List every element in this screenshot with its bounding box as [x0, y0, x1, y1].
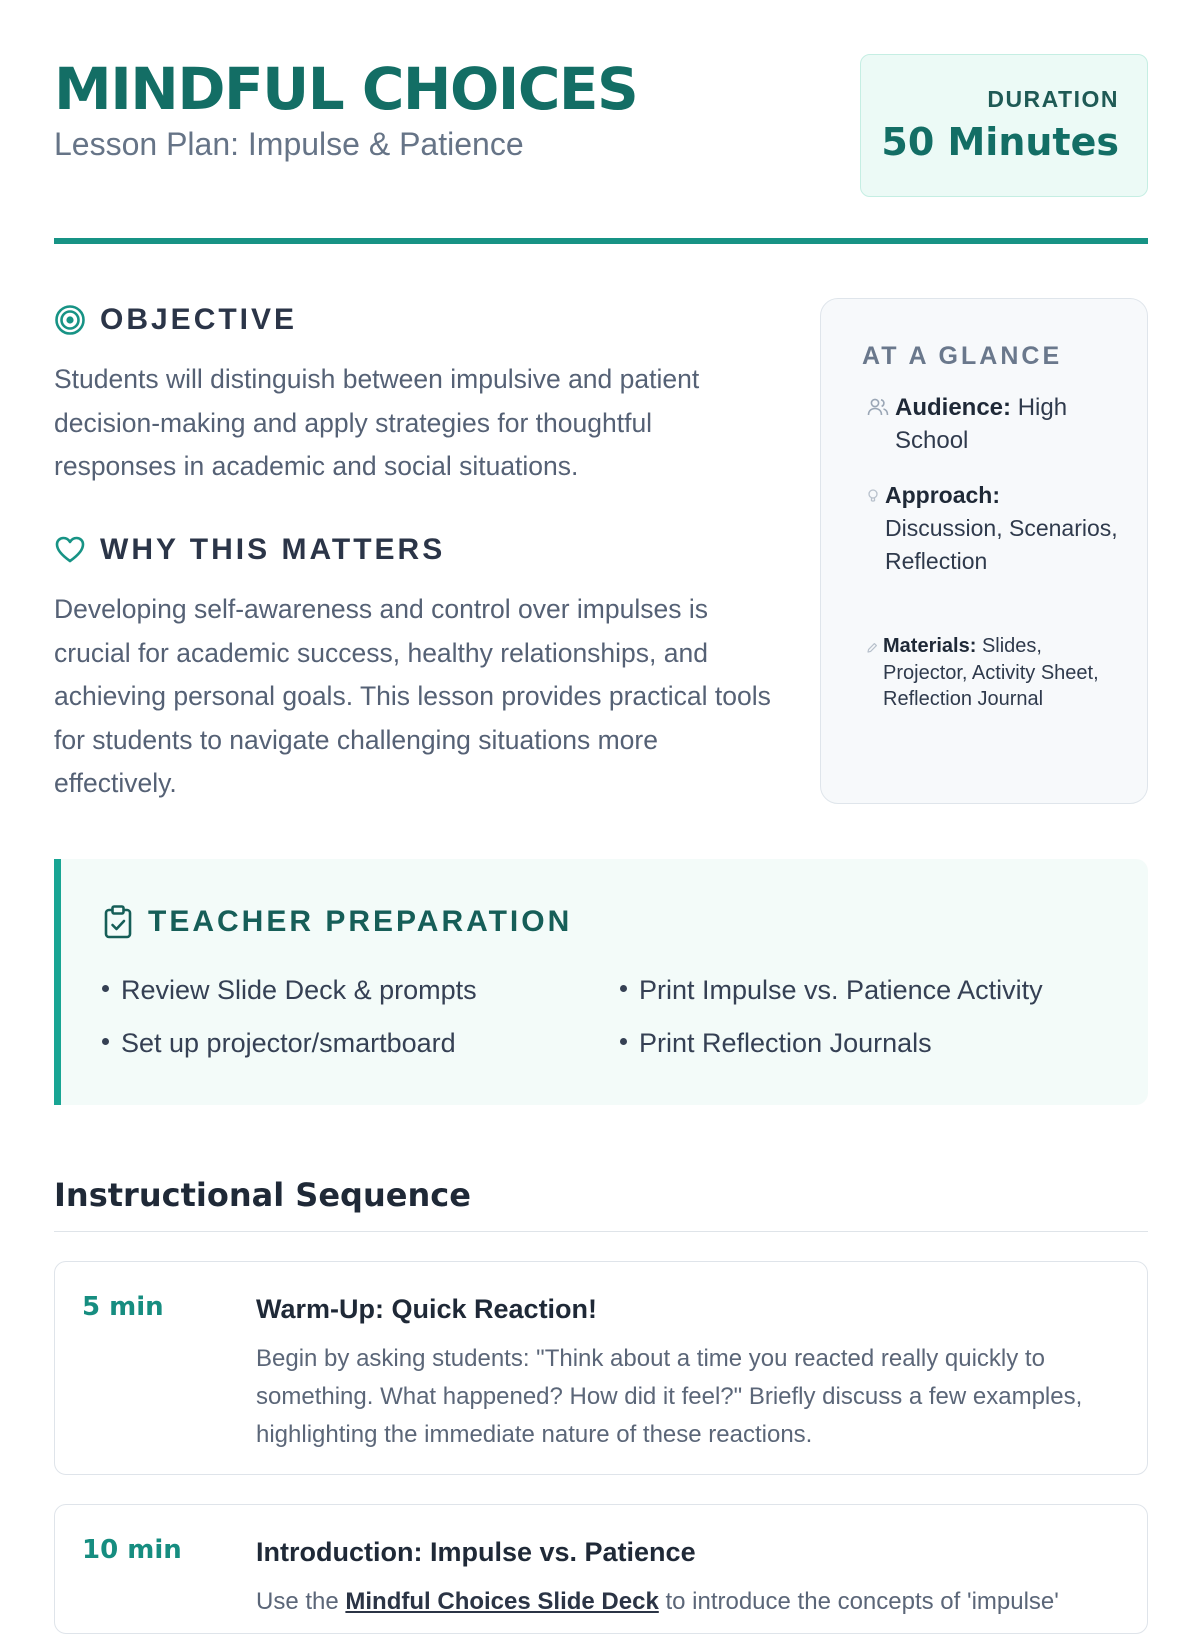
duration-value: 50 Minutes	[881, 120, 1119, 164]
step-title: Introduction: Impulse vs. Patience	[256, 1537, 696, 1567]
header-divider	[54, 238, 1148, 244]
materials-label: Materials:	[883, 635, 977, 657]
prep-item	[620, 973, 1043, 1007]
materials-value: Slides, Projector, Activity Sheet, Reflection Journal	[883, 635, 1099, 710]
lightbulb-icon	[861, 479, 885, 578]
header	[54, 54, 1148, 200]
bullet-icon	[102, 985, 109, 992]
objective-heading-label: OBJECTIVE	[100, 303, 298, 336]
users-icon	[861, 391, 895, 457]
teacher-preparation-panel	[54, 859, 1148, 1105]
bullet-icon	[620, 1038, 627, 1045]
prep-item	[620, 1026, 932, 1060]
audience-value: High School	[895, 394, 1068, 454]
step-description-text: to introduce the concepts of 'impulse'	[658, 1588, 1059, 1615]
step-duration: 10 min	[82, 1535, 182, 1565]
prep-item	[102, 1026, 456, 1060]
target-icon	[54, 304, 86, 336]
why-heading-label: WHY THIS MATTERS	[100, 533, 446, 566]
teacher-preparation-heading	[102, 902, 572, 942]
lesson-plan-page	[54, 0, 1148, 1615]
prep-item-text: Print Reflection Journals	[639, 1028, 932, 1058]
teacher-preparation-label: TEACHER PREPARATION	[148, 905, 573, 938]
prep-item-text: Print Impulse vs. Patience Activity	[639, 975, 1043, 1005]
duration-badge	[860, 54, 1148, 197]
approach-label: Approach:	[885, 482, 1000, 508]
instructional-sequence-title: Instructional Sequence	[54, 1176, 471, 1214]
step-title: Warm-Up: Quick Reaction!	[256, 1294, 598, 1324]
step-duration: 5 min	[82, 1292, 164, 1322]
slide-deck-reference: Mindful Choices Slide Deck	[345, 1588, 659, 1615]
audience-label: Audience:	[895, 394, 1012, 421]
bullet-icon	[102, 1038, 109, 1045]
step-description-text: Use the	[256, 1588, 346, 1615]
at-a-glance-title: AT A GLANCE	[862, 342, 1063, 370]
glance-approach	[861, 479, 1121, 578]
sequence-divider	[54, 1231, 1148, 1232]
approach-value: Discussion, Scenarios, Reflection	[885, 515, 1118, 574]
page-title: MINDFUL CHOICES	[54, 55, 638, 123]
glance-audience	[861, 391, 1121, 457]
why-heading	[54, 530, 445, 570]
step-description	[256, 1583, 1126, 1621]
clipboard-check-icon	[102, 905, 134, 939]
prep-item	[102, 973, 477, 1007]
prep-accent-bar	[54, 859, 61, 1105]
prep-item-text: Set up projector/smartboard	[121, 1028, 456, 1058]
heart-icon	[54, 534, 86, 566]
why-text: Developing self-awareness and control over impulses is crucial for academic success, healthy relationships, and achieving personal goals. This lesson provides practical tools for students to navigate challenging situations more effectively.	[54, 594, 771, 798]
objective-heading	[54, 300, 297, 340]
duration-label: DURATION	[987, 86, 1119, 112]
pencil-icon	[861, 633, 883, 713]
sequence-step	[54, 1504, 1148, 1634]
objective-text: Students will distinguish between impulsive and patient decision-making and apply strategies for thoughtful responses in academic and social situations.	[54, 364, 700, 481]
glance-materials	[861, 633, 1121, 713]
at-a-glance-card	[820, 298, 1148, 804]
prep-item-text: Review Slide Deck & prompts	[121, 975, 477, 1005]
page-subtitle: Lesson Plan: Impulse & Patience	[54, 126, 524, 162]
bullet-icon	[620, 985, 627, 992]
step-description: Begin by asking students: "Think about a time you reacted really quickly to something. What happened? How did it feel?" Briefly discuss a few examples, highlighting the immediate nature of these reactions.	[256, 1345, 1083, 1448]
sequence-step	[54, 1261, 1148, 1475]
